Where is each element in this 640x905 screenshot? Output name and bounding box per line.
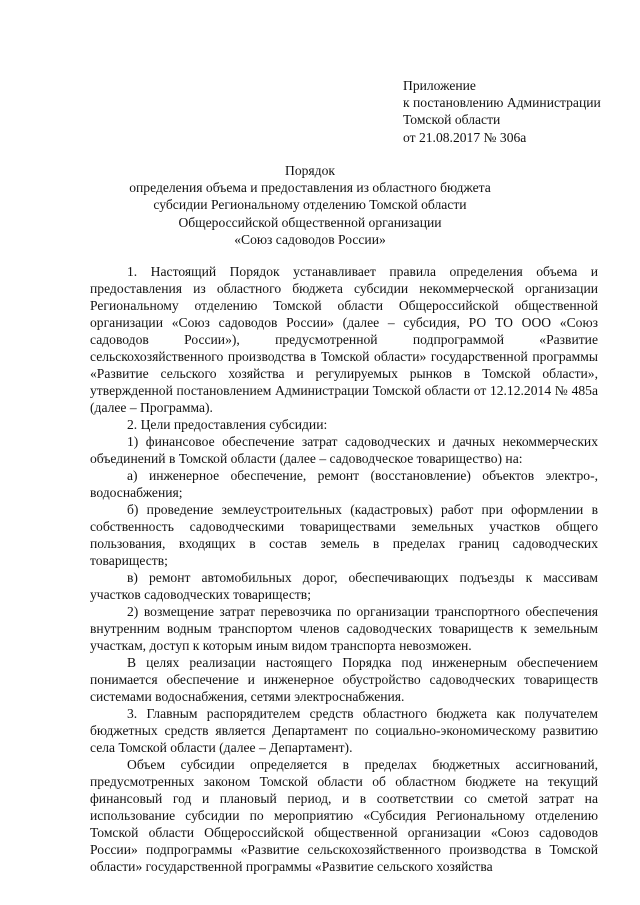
title-heading: Порядок [285,163,335,178]
appendix-block [403,77,633,146]
paragraph: 2) возмещение затрат перевозчика по организации транспортного обеспечения внутренним водным транспортом членов садоводческих товариществ к земельным участкам, доступ к которым иным видом транспорта невозможен. [90,604,598,653]
paragraph: 3. Главным распорядителем средств областного бюджета как получателем бюджетных средств является Департамент по социально-экономическому развитию села Томской области (далее – Департамент). [90,706,598,755]
title-line: субсидии Региональному отделению Томской области [153,197,467,213]
paragraph: а) инженерное обеспечение, ремонт (восстановление) объектов электро-, водоснабжения; [90,468,598,500]
paragraph: в) ремонт автомобильных дорог, обеспечивающих подъезды к массивам участков садоводческих товариществ; [90,570,598,602]
paragraph: 1) финансовое обеспечение затрат садоводческих и дачных некоммерческих объединений в Томской области (далее – садоводческое товарищество) на: [90,434,598,466]
paragraph: 2. Цели предоставления субсидии: [127,417,328,432]
document-title [90,162,530,248]
paragraph: 1. Настоящий Порядок устанавливает правила определения объема и предоставления из областного бюджета субсидии некоммерческой организации Региональному отделению Томской области Общероссийской общественной организации «Союз садоводов России» (далее – субсидия, РО ТО ООО «Союз садоводов России»), предусмотренной подпрограммой «Развитие сельскохозяйственного производства в Томской области» государственной программы «Развитие сельского хозяйства и регулируемых рынков в Томской области», утвержденной постановлением Администрации Томской области от 12.12.2014 № 485а (далее – Программа). [90,264,598,415]
title-line: определения объема и предоставления из областного бюджета [129,180,491,196]
appendix-line: Томской области [403,112,501,128]
document-body [90,263,598,875]
title-line: Общероссийской общественной организации [178,214,442,230]
appendix-line: к постановлению Администрации [403,95,601,111]
paragraph: В целях реализации настоящего Порядка под инженерным обеспечением понимается обеспечение и инженерное обустройство садоводческих товариществ системами водоснабжения, сетями электроснабжения. [90,655,598,704]
appendix-line: от 21.08.2017 № 306а [403,129,527,145]
title-line: «Союз садоводов России» [234,231,386,247]
appendix-line: Приложение [403,78,476,93]
paragraph: б) проведение землеустроительных (кадастровых) работ при оформлении в собственность садоводческими товариществами земельных участков общего пользования, входящих в состав земель в пределах границ садоводческих товариществ; [90,502,598,568]
paragraph: Объем субсидии определяется в пределах бюджетных ассигнований, предусмотренных законом Томской области об областном бюджете на текущий финансовый год и плановый период, и в соответствии со сметой затрат на использование субсидии по мероприятию «Субсидия Региональному отделению Томской области Общероссийской общественной организации «Союз садоводов России» подпрограммы «Развитие сельскохозяйственного производства в Томской области» государственной программы «Развитие сельского хозяйства [90,757,598,874]
